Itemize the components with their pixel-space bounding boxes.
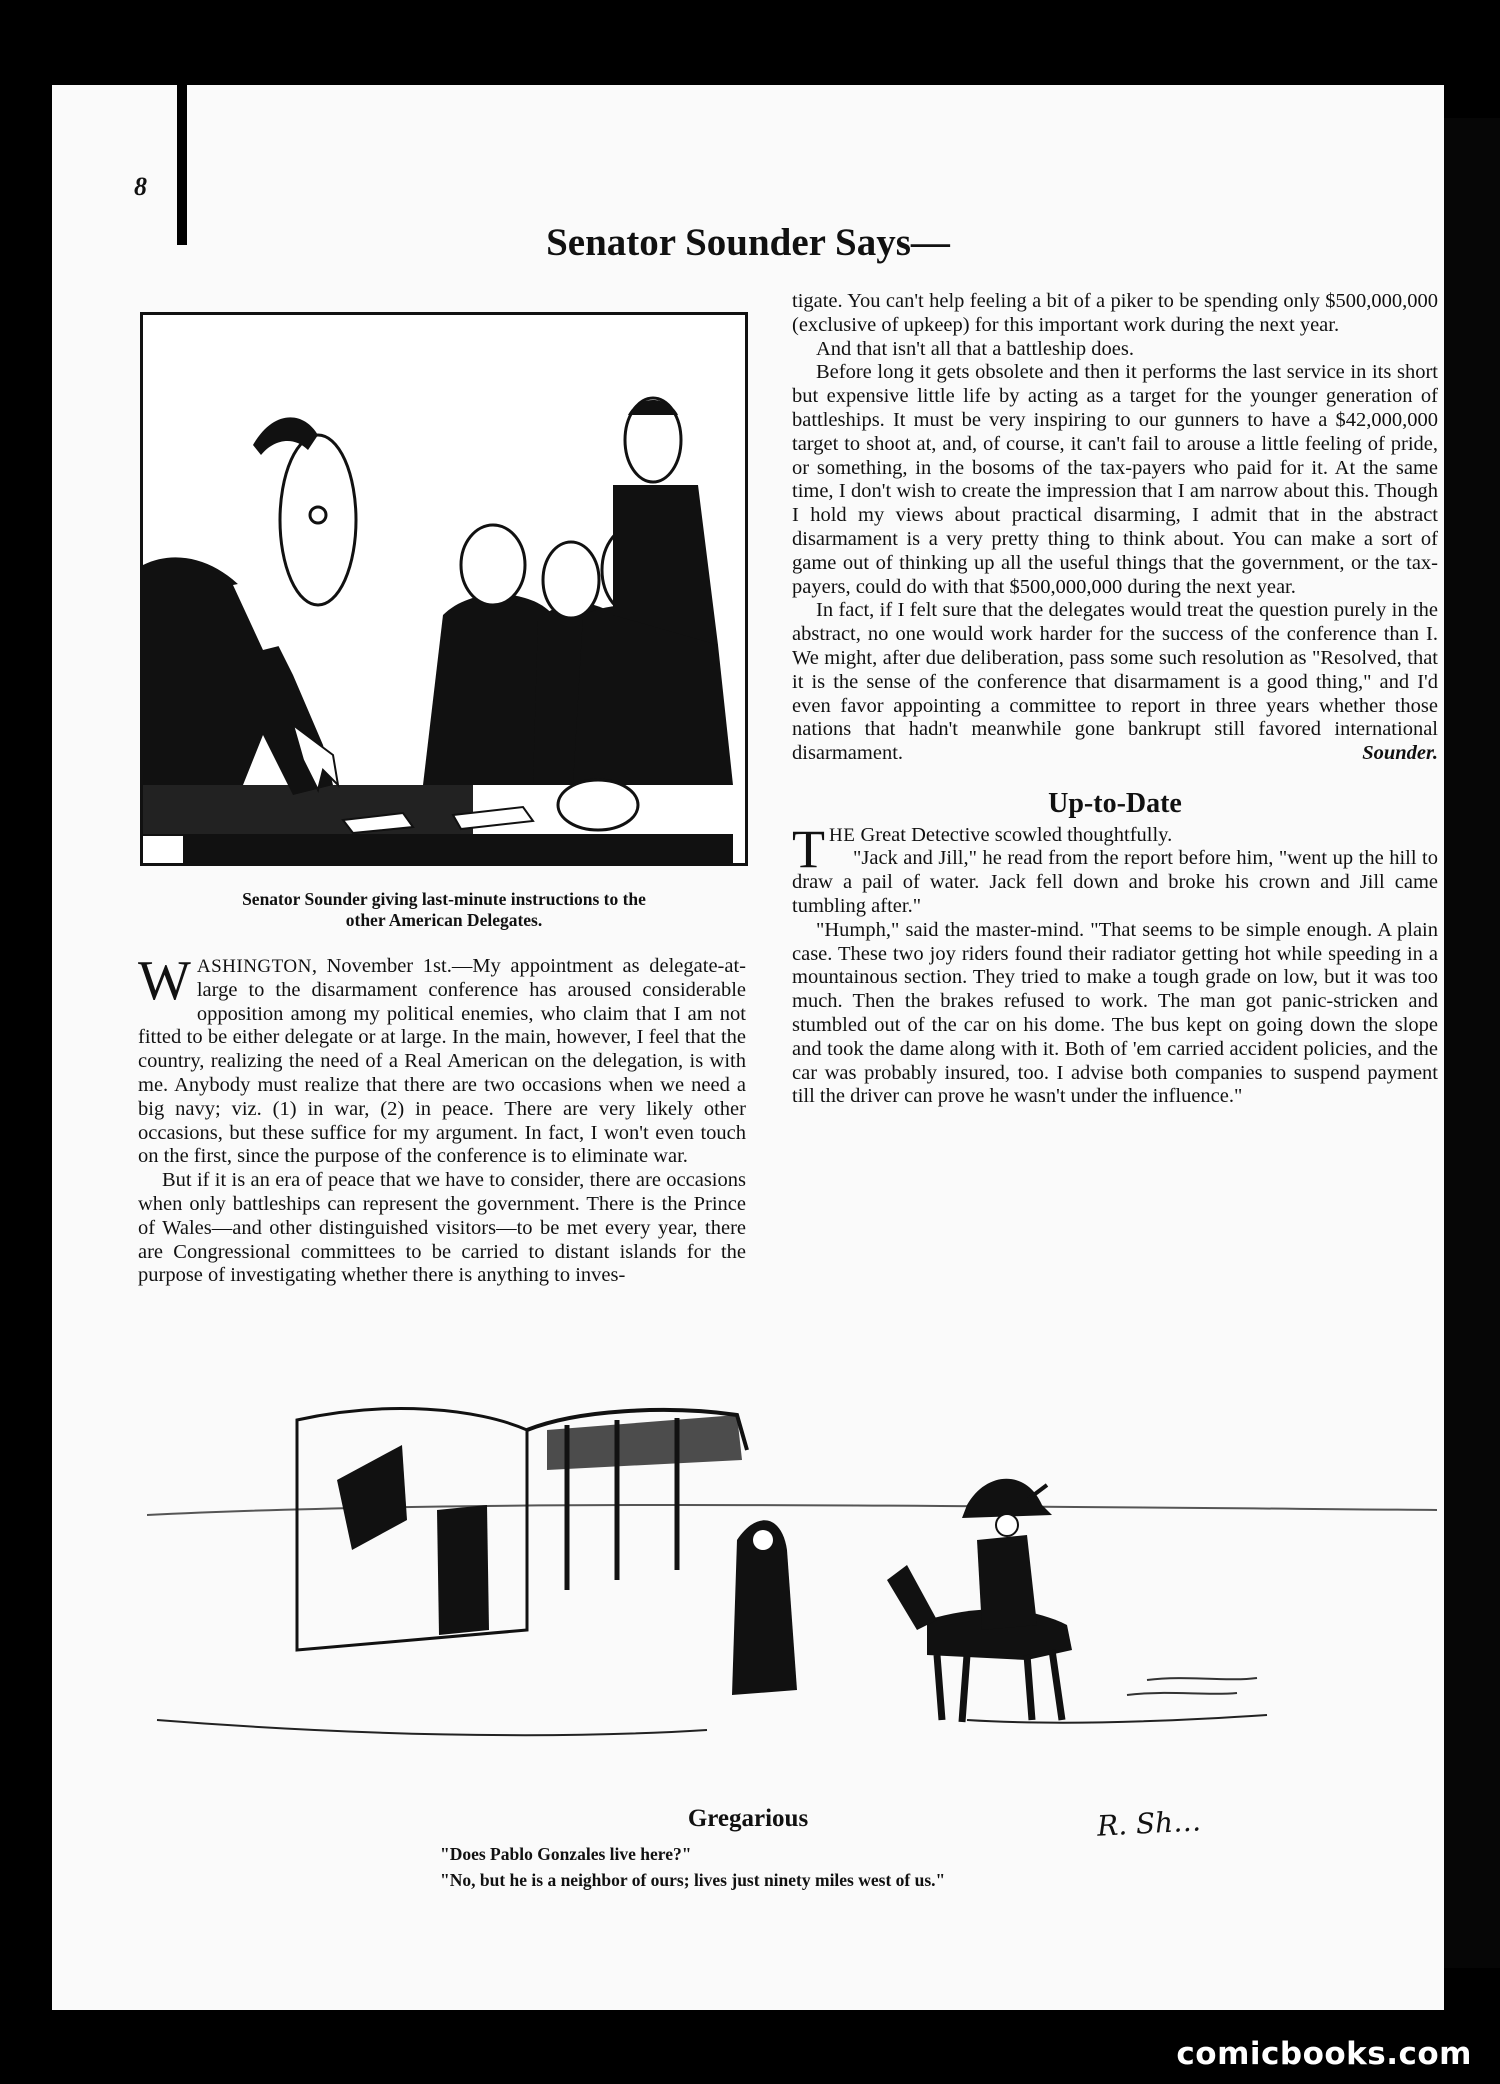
article-paragraph: "Humph," said the master-mind. "That seems to be simple enough. A plain case. These two joy riders found their radiator getting hot while speeding in a mountainous section. They tried to make a tough grade on low, but it was too much. Then the brakes refused to work. The man got panic-stricken and stumbled out of the car on his dome. The bus kept on going down the slope and took the dame along with it. Both of 'em carried accident policies, and the car was probably insured, too. I advise both companies to suspend payment till the driver can prove he wasn't under the influence." (792, 918, 1438, 1108)
dialogue-line: "No, but he is a neighbor of ours; lives just ninety miles west of us." (440, 1870, 946, 1890)
cartoon-caption (160, 889, 728, 931)
article-paragraph: "Jack and Jill," he read from the report before him, "went up the hill to draw a pail of water. Jack fell down and broke his crown and Jill came tumbling after." (792, 847, 1438, 917)
magazine-page (52, 85, 1444, 2010)
article-paragraph (792, 818, 1438, 879)
drop-cap: T (792, 818, 825, 879)
paragraph-text: Great Detective scowled thoughtfully. (855, 823, 1173, 846)
caption-line: Senator Sounder giving last-minute instructions to the (242, 889, 646, 909)
cartoon-desert-illustration (147, 1390, 1437, 1870)
adjacent-page-edge (1444, 118, 1500, 1968)
article-paragraph: Before long it gets obsolete and then it performs the last service in its short but expensive little life by acting as a target for the younger generation of battleships. It must be very inspiring to our gunners to have a $42,000,000 target to shoot at, and, of course, it can't fail to arouse a little feeling of pride, or something, in the bosoms of the tax-payers who paid for it. At the same time, I don't wish to create the impression that I am narrow about this. Though I hold my views about practical disarming, I admit that in the abstract disarmament is a very pretty thing to think about. You can make a sort of game out of thinking up all the useful things that the government, or the tax-payers, could do with that $500,000,000 during the next year. (792, 361, 1438, 598)
author-signature: Sounder. (1362, 741, 1438, 764)
caption-line: other American Delegates. (345, 910, 543, 930)
drop-cap: W (138, 950, 191, 1012)
article-paragraph: But if it is an era of peace that we have to consider, there are occasions when only battleships can represent the government. There is the Prince of Wales—and other distinguished visitors—to be met every year, there are Congressional committees to be carried to distant islands for the purpose of investigating whether there is anything to inves- (138, 1169, 746, 1287)
article-column-right (792, 290, 1438, 1109)
site-watermark: comicbooks.com (1176, 2036, 1472, 2072)
article-paragraph (138, 950, 746, 1169)
section-title: Up-to-Date (1048, 787, 1182, 819)
article-paragraph: tigate. You can't help feeling a bit of a piker to be spending only $500,000,000 (exclusive of upkeep) for this important work during the next year. (792, 290, 1438, 336)
article-column-left (138, 950, 746, 1288)
article-paragraph: In fact, if I felt sure that the delegates would treat the question purely in the abstract, no one would work harder for the success of the conference than I. We might, after due deliberation, pass some such resolution as "Resolved, that it is the sense of the conference that disarmament is a good thing," and I'd even favor appointing a committee to report in three years whether those nations that hadn't meanwhile gone bankrupt still favored international disarmament. (792, 599, 1438, 765)
page-number: 8 (134, 172, 147, 201)
paragraph-text: , November 1st.—My appointment as delegate-at-large to the disarmament conference has aroused considerable opposition among my political enemies, who claim that I am not fitted to be either delegate or at large. In the main, however, I feel that the country, realizing the need of a Real American on the delegation, is with me. Anybody must realize that there are two occasions when we need a big navy; viz. (1) in war, (2) in peace. There are very likely other occasions, but these suffice for my argument. In fact, I won't even touch on the first, since the purpose of the conference is to eliminate war. (138, 955, 746, 1168)
scan-border-top (0, 0, 1500, 85)
page-title: Senator Sounder Says— (546, 221, 950, 264)
desert-drawing (147, 1390, 1437, 1810)
opening-word: ASHINGTON (196, 956, 312, 977)
article-paragraph: And that isn't all that a battleship does. (816, 337, 1134, 360)
cartoon-title: Gregarious (687, 1805, 809, 1832)
cartoon-dialogue (440, 1841, 945, 1893)
opening-word: HE (829, 824, 856, 846)
artist-signature: R. Sh… (1096, 1804, 1202, 1843)
cartoon-delegates-illustration (140, 312, 748, 866)
delegates-drawing (143, 315, 745, 863)
dialogue-line: "Does Pablo Gonzales live here?" (440, 1844, 692, 1864)
